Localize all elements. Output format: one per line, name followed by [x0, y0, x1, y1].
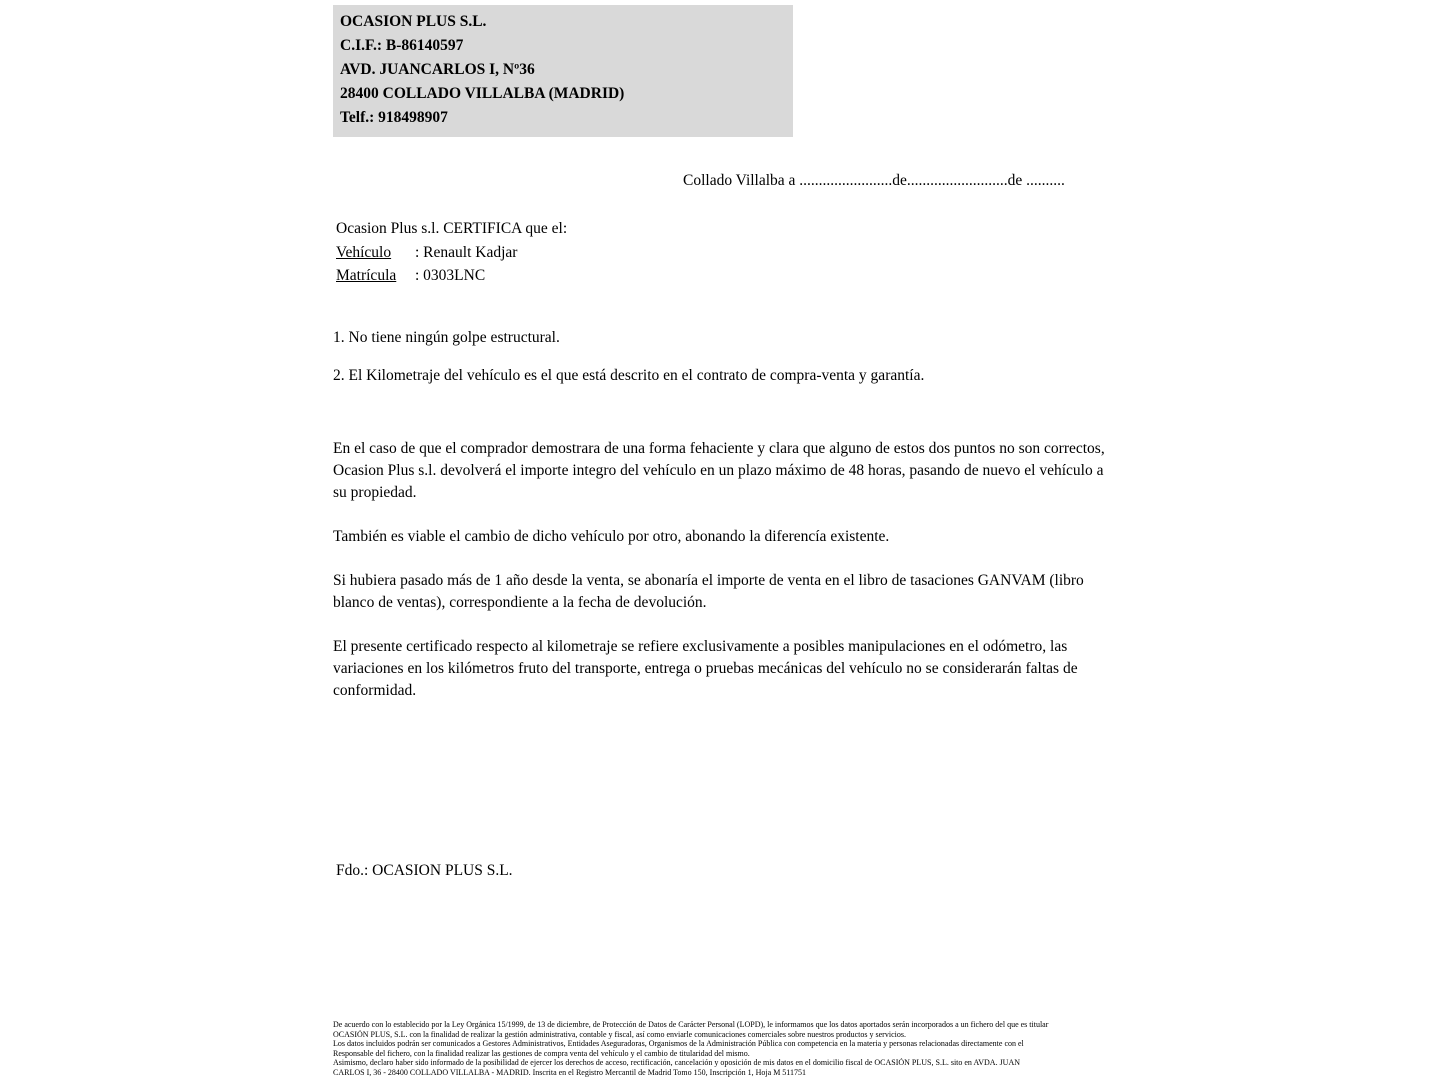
plate-label: Matrícula [336, 267, 397, 284]
point-2: 2. El Kilometraje del vehículo es el que está descrito en el contrato de compra-venta y garantía. [333, 367, 925, 384]
paragraph-odometer: El presente certificado respecto al kilometraje se refiere exclusivamente a posibles manipulaciones en el odómetro, las variaciones en los kilómetros fruto del transporte, entrega o pruebas mecánicas del vehículo no se considerarán faltas de conformidad. [333, 638, 1078, 699]
body-paragraphs [333, 438, 1111, 724]
paragraph-refund: En el caso de que el comprador demostrara de una forma fehaciente y clara que alguno de estos dos puntos no son correctos, Ocasion Plus s.l. devolverá el importe integro del vehículo en un plazo máximo de 48 horas, pasando de nuevo el vehículo a su propiedad. [333, 440, 1105, 501]
vehicle-value: : Renault Kadjar [415, 243, 518, 261]
plate-value: : 0303LNC [415, 267, 486, 284]
legal-footer [333, 1020, 1108, 1078]
company-address: AVD. JUANCARLOS I, Nº36 [340, 61, 535, 78]
vehicle-line [336, 241, 567, 265]
certification-block [336, 217, 567, 288]
paragraph-exchange: También es viable el cambio de dicho vehículo por otro, abonando la diferencía existente. [333, 528, 890, 545]
signature-line: Fdo.: OCASION PLUS S.L. [336, 862, 513, 879]
company-phone: Telf.: 918498907 [340, 109, 448, 126]
vehicle-label: Vehículo [336, 243, 392, 261]
plate-label-wrap [336, 264, 415, 288]
legal-footer-line: OCASIÓN PLUS, S.L. con la finalidad de realizar la gestión administrativa, contable y fiscal, así como enviarle comunicaciones comerciales sobre nuestros productos y servicios. [333, 1029, 906, 1039]
company-city: 28400 COLLADO VILLALBA (MADRID) [340, 85, 625, 102]
certifies-line: Ocasion Plus s.l. CERTIFICA que el: [336, 220, 568, 237]
legal-footer-line: Asimismo, declaro haber sido informado de la posibilidad de ejercer los derechos de acceso, rectificación, cancelación y oposición de mis datos en el domicilio fiscal de OCASIÓN PLUS, S.L. sito en AVDA. JUAN [333, 1058, 1021, 1068]
plate-line [336, 264, 567, 288]
company-name: OCASION PLUS S.L. [340, 13, 487, 30]
legal-footer-line: Responsable del fichero, con la finalidad realizar las gestiones de compra venta del vehículo y el cambio de titularidad del mismo. [333, 1048, 750, 1058]
date-line: Collado Villalba a ........................de..........................de .......... [683, 172, 1065, 189]
company-header-block [333, 5, 793, 137]
legal-footer-line: Los datos incluidos podrán ser comunicados a Gestores Administrativos, Entidades Aseguradoras, Organismos de la Administración Pública con competencia en la materia y personas relacionadas directamente con el [333, 1039, 1024, 1049]
certification-points [333, 327, 1123, 403]
point-1: 1. No tiene ningún golpe estructural. [333, 329, 560, 346]
company-cif: C.I.F.: B-86140597 [340, 37, 464, 54]
legal-footer-line: De acuerdo con lo establecido por la Ley Orgánica 15/1999, de 13 de diciembre, de Protección de Datos de Carácter Personal (LOPD), le informamos que los datos aportados serán incorporados a un fichero del que es titular [333, 1020, 1049, 1029]
paragraph-ganvam: Si hubiera pasado más de 1 año desde la venta, se abonaría el importe de venta en el libro de tasaciones GANVAM (libro blanco de ventas), correspondiente a la fecha de devolución. [333, 572, 1084, 611]
legal-footer-line: CARLOS I, 36 - 28400 COLLADO VILLALBA - MADRID. Inscrita en el Registro Mercantil de Madrid Tomo 150, Inscripción 1, Hoja M 511751 [333, 1067, 807, 1077]
vehicle-label-wrap [336, 241, 415, 265]
